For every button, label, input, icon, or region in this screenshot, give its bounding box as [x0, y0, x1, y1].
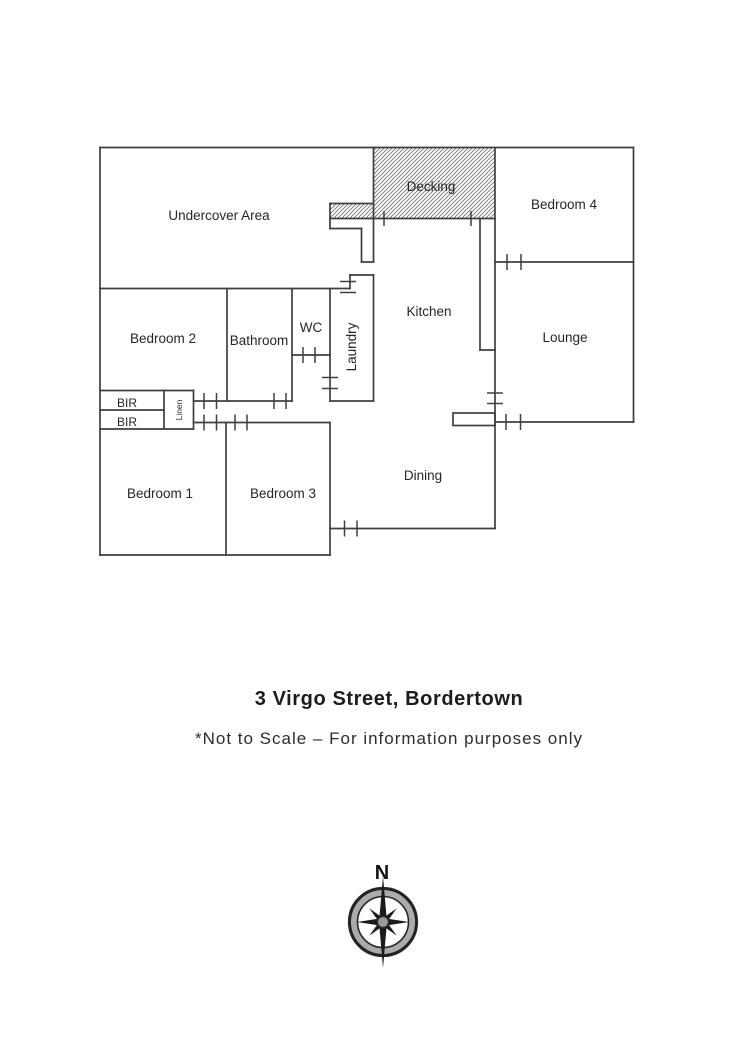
- room-label-bedroom1: Bedroom 1: [126, 486, 194, 501]
- room-label-bedroom3: Bedroom 3: [249, 486, 317, 501]
- room-label-bathroom: Bathroom: [229, 333, 289, 348]
- kitchen-bench: [453, 413, 495, 426]
- property-address-title: 3 Virgo Street, Bordertown: [254, 688, 524, 710]
- room-label-laundry: Laundry: [344, 322, 359, 372]
- room-label-undercover-area: Undercover Area: [168, 208, 270, 223]
- room-label-bedroom4: Bedroom 4: [530, 197, 598, 212]
- room-label-kitchen: Kitchen: [406, 304, 452, 319]
- room-label-bir-bottom: BIR: [116, 415, 138, 429]
- room-label-bedroom2: Bedroom 2: [129, 331, 197, 346]
- room-label-bir-top: BIR: [116, 396, 138, 410]
- room-label-lounge: Lounge: [542, 330, 588, 345]
- room-label-linen: Linen: [174, 399, 184, 421]
- compass-north-label: N: [374, 862, 390, 884]
- compass-rose: [350, 862, 417, 968]
- not-to-scale-disclaimer: *Not to Scale – For information purposes only: [194, 729, 583, 748]
- room-label-dining: Dining: [403, 468, 443, 483]
- compass-center-dot: [378, 917, 389, 928]
- caption-block: [14, 686, 750, 750]
- room-label-decking: Decking: [406, 179, 456, 194]
- room-label-wc: WC: [299, 320, 323, 335]
